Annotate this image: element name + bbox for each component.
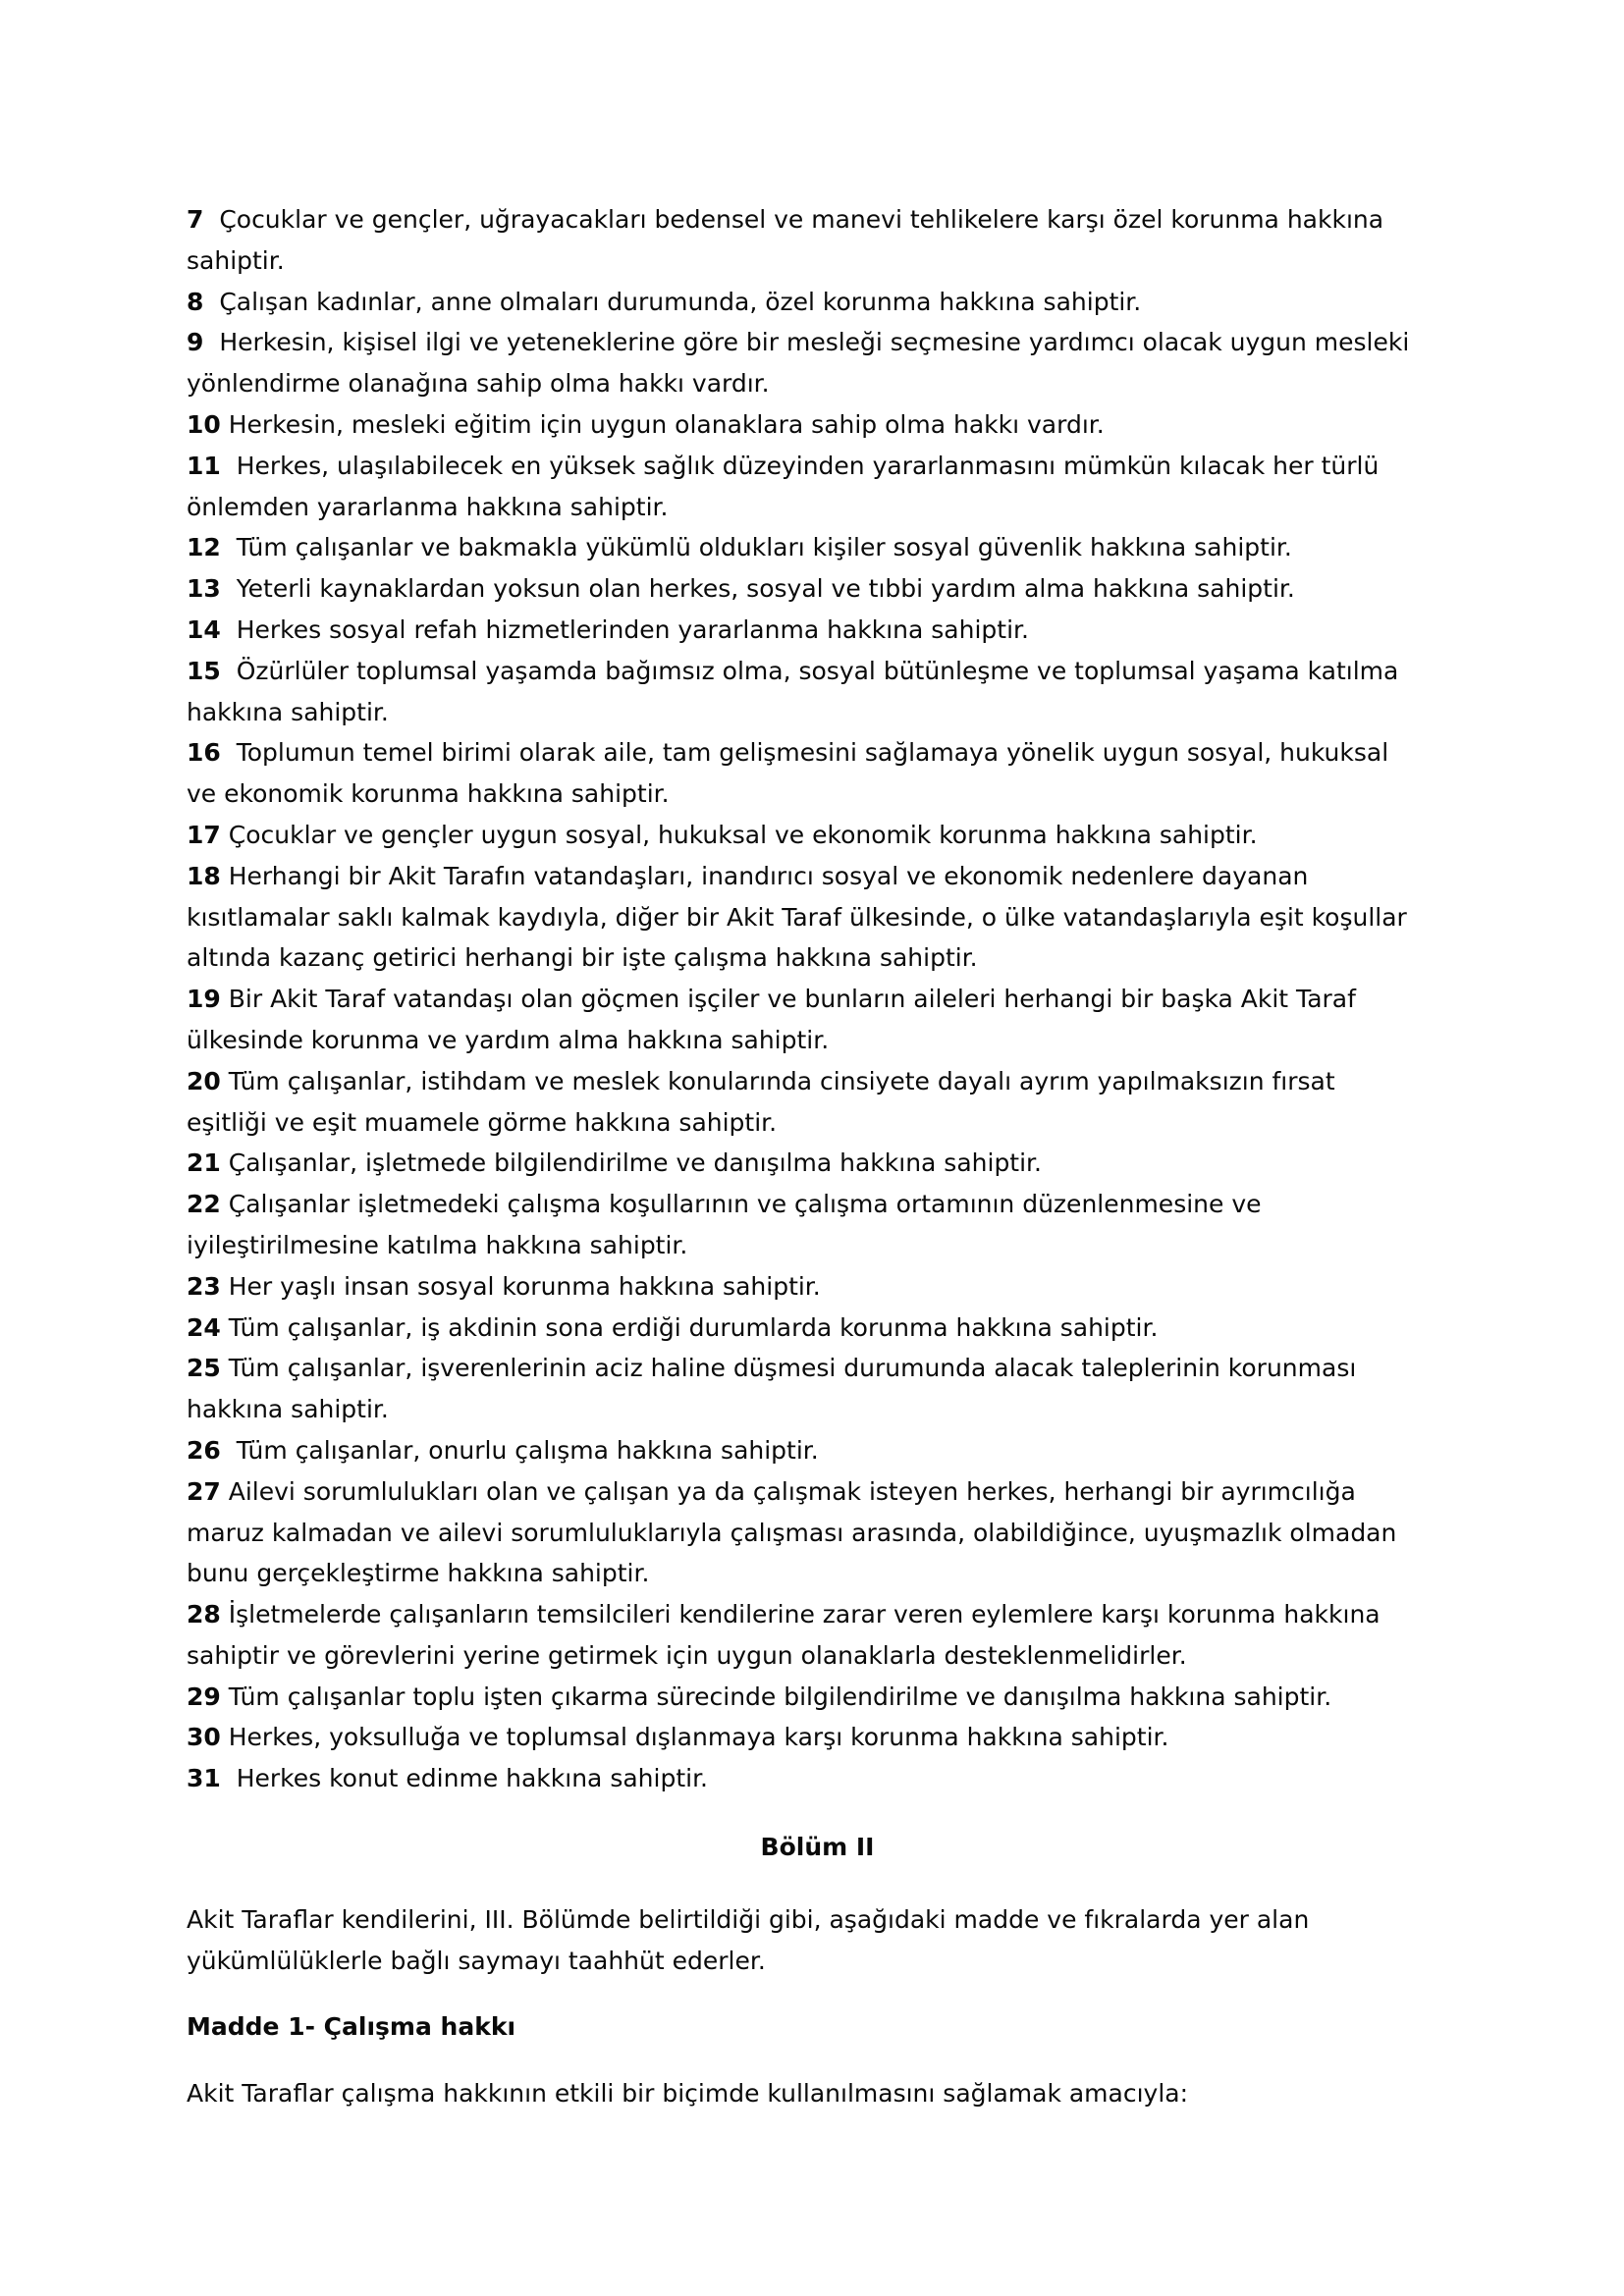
item-number-separator <box>221 1313 229 1342</box>
item-number: 23 <box>187 1271 221 1301</box>
item-number-separator <box>221 1682 229 1711</box>
item-number: 31 <box>187 1764 221 1793</box>
rights-item <box>187 1061 1448 1144</box>
item-number-separator <box>221 862 229 890</box>
item-number: 21 <box>187 1148 221 1178</box>
rights-item <box>187 1308 1448 1349</box>
item-number: 18 <box>187 861 221 890</box>
item-number-separator <box>221 410 229 439</box>
item-line <box>187 610 1448 651</box>
rights-item <box>187 1430 1448 1471</box>
item-number-separator <box>203 288 219 316</box>
item-line <box>187 979 1448 1020</box>
rights-item <box>187 979 1448 1061</box>
item-text: Herkesin, kişisel ilgi ve yeteneklerine göre bir mesleği seçmesine yardımcı olacak uygun mesleki <box>219 328 1410 357</box>
article-heading: Madde 1- Çalışma hakkı <box>187 2012 516 2042</box>
item-text: Çocuklar ve gençler, uğrayacakları bedensel ve manevi tehlikelere karşı özel korunma hakkına <box>219 205 1384 234</box>
rights-item <box>187 446 1448 528</box>
item-number: 28 <box>187 1600 221 1629</box>
item-number-separator <box>221 985 229 1013</box>
item-number: 8 <box>187 287 204 316</box>
rights-item <box>187 856 1448 979</box>
item-text: Tüm çalışanlar, istihdam ve meslek konularında cinsiyete dayalı ayrım yapılmaksızın fırsat <box>228 1066 1335 1095</box>
item-text: Bir Akit Taraf vatandaşı olan göçmen işçiler ve bunların aileleri herhangi bir başka Akit Taraf <box>228 985 1356 1014</box>
item-line <box>187 651 1448 692</box>
item-text: Tüm çalışanlar, işverenlerinin aciz haline düşmesi durumunda alacak taleplerinin korunması <box>228 1354 1357 1383</box>
rights-item <box>187 651 1448 733</box>
rights-item <box>187 404 1448 446</box>
rights-item <box>187 1184 1448 1266</box>
rights-item <box>187 732 1448 815</box>
rights-item <box>187 527 1448 568</box>
item-number-separator <box>203 328 219 356</box>
item-number: 13 <box>187 574 221 604</box>
item-text: Çalışan kadınlar, anne olmaları durumunda, özel korunma hakkına sahiptir. <box>219 287 1142 316</box>
item-text: Çalışanlar, işletmede bilgilendirilme ve danışılma hakkına sahiptir. <box>228 1148 1042 1178</box>
section-intro-line: Akit Taraflar kendilerini, III. Bölümde belirtildiği gibi, aşağıdaki madde ve fıkralarda yer alan <box>187 1904 1310 1934</box>
item-number: 12 <box>187 533 221 562</box>
item-line: iyileştirilmesine katılma hakkına sahiptir. <box>187 1230 688 1259</box>
rights-item <box>187 1594 1448 1677</box>
item-text: Herhangi bir Akit Tarafın vatandaşları, inandırıcı sosyal ve ekonomik nedenlere dayanan <box>228 861 1309 890</box>
item-line <box>187 404 1448 446</box>
item-number-separator <box>221 574 237 603</box>
item-text: Herkes sosyal refah hizmetlerinden yararlanma hakkına sahiptir. <box>236 614 1029 644</box>
item-line <box>187 856 1448 897</box>
item-text: Herkes, ulaşılabilecek en yüksek sağlık düzeyinden yararlanmasını mümkün kılacak her türlü <box>236 451 1380 480</box>
item-line <box>187 1717 1448 1758</box>
item-line: yönlendirme olanağına sahip olma hakkı vardır. <box>187 369 770 399</box>
rights-item <box>187 322 1448 404</box>
rights-item <box>187 1471 1448 1594</box>
item-number: 7 <box>187 205 204 234</box>
item-number-separator <box>221 533 237 561</box>
section-intro-paragraph <box>187 1899 1448 1982</box>
item-number-separator <box>221 821 229 849</box>
item-number: 30 <box>187 1723 221 1752</box>
item-number: 27 <box>187 1476 221 1506</box>
item-number: 9 <box>187 328 204 357</box>
item-number: 26 <box>187 1435 221 1465</box>
item-line: hakkına sahiptir. <box>187 1395 389 1424</box>
item-line <box>187 1266 1448 1308</box>
rights-item <box>187 1348 1448 1430</box>
item-number: 15 <box>187 656 221 685</box>
item-line: hakkına sahiptir. <box>187 697 389 726</box>
item-line <box>187 568 1448 610</box>
item-number: 16 <box>187 738 221 768</box>
item-number: 25 <box>187 1354 221 1383</box>
item-text: Herkes, yoksulluğa ve toplumsal dışlanmaya karşı korunma hakkına sahiptir. <box>228 1723 1169 1752</box>
page-content <box>187 199 1448 2114</box>
item-number: 10 <box>187 409 221 439</box>
item-line: kısıtlamalar saklı kalmak kaydıyla, diğer bir Akit Taraf ülkesinde, o ülke vatandaşlarıyla eşit koşullar <box>187 902 1407 932</box>
item-text: Tüm çalışanlar, iş akdinin sona erdiği durumlarda korunma hakkına sahiptir. <box>228 1312 1159 1342</box>
item-text: Tüm çalışanlar toplu işten çıkarma sürecinde bilgilendirilme ve danışılma hakkına sahiptir. <box>228 1682 1332 1711</box>
item-number-separator <box>221 1723 229 1751</box>
item-text: Özürlüler toplumsal yaşamda bağımsız olma, sosyal bütünleşme ve toplumsal yaşama katılma <box>236 656 1399 685</box>
item-line <box>187 1348 1448 1389</box>
item-line <box>187 1594 1448 1635</box>
rights-item <box>187 1758 1448 1799</box>
item-number-separator <box>221 1436 237 1465</box>
item-text: Herkes konut edinme hakkına sahiptir. <box>236 1764 709 1793</box>
item-number: 14 <box>187 614 221 644</box>
item-text: Çalışanlar işletmedeki çalışma koşullarının ve çalışma ortamının düzenlenmesine ve <box>228 1190 1262 1219</box>
item-number-separator <box>203 205 219 234</box>
item-line <box>187 732 1448 774</box>
item-line: sahiptir ve görevlerini yerine getirmek için uygun olanaklarla desteklenmelidirler. <box>187 1640 1187 1670</box>
item-line <box>187 199 1448 240</box>
rights-list <box>187 199 1448 1799</box>
item-line <box>187 1184 1448 1225</box>
item-line <box>187 1677 1448 1718</box>
item-line: eşitliği ve eşit muamele görme hakkına sahiptir. <box>187 1107 778 1137</box>
item-line <box>187 282 1448 323</box>
item-number-separator <box>221 1148 229 1177</box>
item-line: ülkesinde korunma ve yardım alma hakkına sahiptir. <box>187 1025 830 1054</box>
item-number-separator <box>221 452 237 480</box>
item-number-separator <box>221 1272 229 1301</box>
item-line <box>187 446 1448 487</box>
item-line <box>187 1758 1448 1799</box>
item-number: 19 <box>187 985 221 1014</box>
item-line: önlemden yararlanma hakkına sahiptir. <box>187 492 669 521</box>
section-intro-line: yükümlülüklerle bağlı saymayı taahhüt ederler. <box>187 1946 766 1975</box>
item-text: Herkesin, mesleki eğitim için uygun olanaklara sahip olma hakkı vardır. <box>228 409 1105 439</box>
item-number-separator <box>221 738 237 767</box>
item-text: Yeterli kaynaklardan yoksun olan herkes, sosyal ve tıbbi yardım alma hakkına sahiptir. <box>236 574 1295 604</box>
item-number: 11 <box>187 451 221 480</box>
item-number: 17 <box>187 820 221 849</box>
item-number-separator <box>221 1600 229 1629</box>
item-text: Her yaşlı insan sosyal korunma hakkına sahiptir. <box>228 1271 821 1301</box>
rights-item <box>187 282 1448 323</box>
item-number-separator <box>221 1190 229 1218</box>
item-number: 22 <box>187 1190 221 1219</box>
item-line: sahiptir. <box>187 245 285 275</box>
item-number-separator <box>221 1067 229 1095</box>
item-number-separator <box>221 615 237 644</box>
item-line: altında kazanç getirici herhangi bir işte çalışma hakkına sahiptir. <box>187 943 978 973</box>
item-text: İşletmelerde çalışanların temsilcileri kendilerine zarar veren eylemlere karşı korunma hakkına <box>228 1600 1380 1629</box>
section-heading: Bölüm II <box>760 1833 875 1862</box>
rights-item <box>187 815 1448 856</box>
rights-item <box>187 1717 1448 1758</box>
rights-item <box>187 1143 1448 1184</box>
item-number: 24 <box>187 1312 221 1342</box>
item-line <box>187 1430 1448 1471</box>
item-number-separator <box>221 1477 229 1506</box>
rights-item <box>187 199 1448 282</box>
article-intro-paragraph <box>187 2073 1448 2114</box>
item-line <box>187 1061 1448 1102</box>
item-number: 29 <box>187 1682 221 1711</box>
item-text: Çocuklar ve gençler uygun sosyal, hukuksal ve ekonomik korunma hakkına sahiptir. <box>228 820 1258 849</box>
rights-item <box>187 568 1448 610</box>
rights-item <box>187 1266 1448 1308</box>
item-line <box>187 1308 1448 1349</box>
rights-item <box>187 1677 1448 1718</box>
item-text: Ailevi sorumlulukları olan ve çalışan ya da çalışmak isteyen herkes, herhangi bir ayrımcılığa <box>228 1476 1356 1506</box>
rights-item <box>187 610 1448 651</box>
article-intro-line: Akit Taraflar çalışma hakkının etkili bir biçimde kullanılmasını sağlamak amacıyla: <box>187 2079 1189 2109</box>
item-line <box>187 1471 1448 1513</box>
item-line <box>187 322 1448 363</box>
item-line: bunu gerçekleştirme hakkına sahiptir. <box>187 1559 650 1588</box>
item-number: 20 <box>187 1066 221 1095</box>
item-line: maruz kalmadan ve ailevi sorumluluklarıyla çalışması arasında, olabildiğince, uyuşmazlık olmadan <box>187 1518 1397 1547</box>
item-line <box>187 527 1448 568</box>
item-number-separator <box>221 1764 237 1792</box>
item-line: ve ekonomik korunma hakkına sahiptir. <box>187 779 670 809</box>
item-line <box>187 1143 1448 1184</box>
item-number-separator <box>221 1354 229 1382</box>
item-text: Tüm çalışanlar, onurlu çalışma hakkına sahiptir. <box>236 1435 819 1465</box>
item-line <box>187 815 1448 856</box>
item-number-separator <box>221 657 237 685</box>
item-text: Tüm çalışanlar ve bakmakla yükümlü oldukları kişiler sosyal güvenlik hakkına sahiptir. <box>236 533 1292 562</box>
item-text: Toplumun temel birimi olarak aile, tam gelişmesini sağlamaya yönelik uygun sosyal, hukuksal <box>236 738 1389 768</box>
